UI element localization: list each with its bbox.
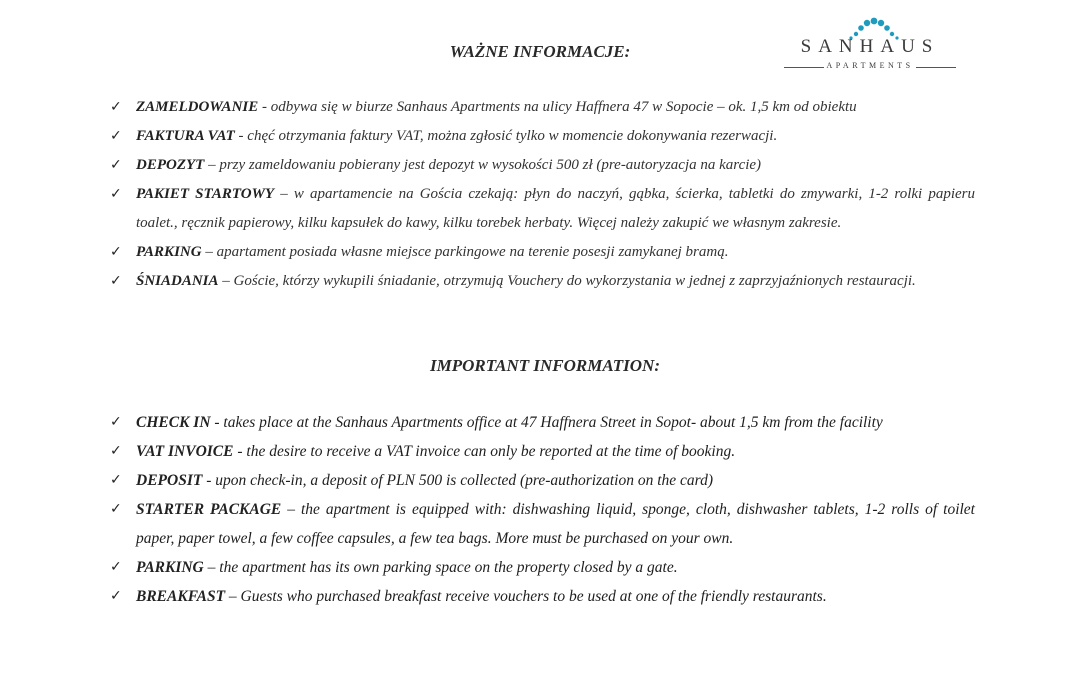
item-text: – the apartment is equipped with: dishwashing liquid, sponge, cloth, dishwasher tablets, 1-2 rolls of toilet paper, paper towel, a few coffee capsules, a few tea bags. More must be purchased on your own. <box>136 501 975 547</box>
list-item <box>110 582 975 611</box>
list-item <box>110 408 975 437</box>
item-text: – the apartment has its own parking space on the property closed by a gate. <box>203 559 678 576</box>
list-item <box>110 93 975 122</box>
heading-english: IMPORTANT INFORMATION: <box>429 356 660 375</box>
list-item <box>110 151 975 180</box>
heading-polish: WAŻNE INFORMACJE: <box>449 42 631 61</box>
item-text: - the desire to receive a VAT invoice can only be reported at the time of booking. <box>233 443 736 460</box>
list-item <box>110 553 975 582</box>
list-item <box>110 495 975 553</box>
logo-dot <box>871 18 878 25</box>
logo-dot <box>858 25 864 31</box>
item-term: ZAMELDOWANIE <box>136 99 259 115</box>
check-icon: ✓ <box>110 244 122 260</box>
list-polish <box>110 93 975 296</box>
list-item <box>110 238 975 267</box>
list-item <box>110 437 975 466</box>
check-icon: ✓ <box>110 99 122 115</box>
check-icon: ✓ <box>110 472 122 488</box>
check-icon: ✓ <box>110 414 122 430</box>
item-text: - takes place at the Sanhaus Apartments office at 47 Haffnera Street in Sopot- about 1,5 km from the facility <box>210 414 883 431</box>
list-item <box>110 466 975 495</box>
item-term: PARKING <box>136 559 204 576</box>
check-icon: ✓ <box>110 128 122 144</box>
item-text: – przy zameldowaniu pobierany jest depozyt w wysokości 500 zł (pre-autoryzacja na karcie) <box>204 157 762 173</box>
item-text: - upon check-in, a deposit of PLN 500 is collected (pre-authorization on the card) <box>202 472 714 489</box>
check-icon: ✓ <box>110 186 122 202</box>
list-english <box>110 408 975 611</box>
check-icon: ✓ <box>110 273 122 289</box>
item-text: - odbywa się w biurze Sanhaus Apartments na ulicy Haffnera 47 w Sopocie – ok. 1,5 km od obiektu <box>258 99 857 115</box>
list-item <box>110 180 975 238</box>
logo-dot <box>864 20 870 26</box>
item-term: PARKING <box>136 244 202 260</box>
logo-subtitle: APARTMENTS <box>826 61 914 70</box>
logo-dot <box>884 25 890 31</box>
item-term: DEPOSIT <box>136 472 203 489</box>
item-term: PAKIET STARTOWY <box>136 186 275 202</box>
item-text: – apartament posiada własne miejsce parkingowe na terenie posesji zamykanej bramą. <box>201 244 729 260</box>
check-icon: ✓ <box>110 157 122 173</box>
item-term: FAKTURA VAT <box>136 128 235 144</box>
check-icon: ✓ <box>110 559 122 575</box>
item-text: – Guests who purchased breakfast receive vouchers to be used at one of the friendly restaurants. <box>225 588 827 605</box>
check-icon: ✓ <box>110 588 122 604</box>
item-term: BREAKFAST <box>136 588 226 605</box>
item-text: – w apartamencie na Gościa czekają: płyn do naczyń, gąbka, ścierka, tabletki do zmywarki, 1-2 rolki papieru toalet., ręcznik papierowy, kilku kapsułek do kawy, kilku torebek herbaty. Więcej należy zakupić we własnym zakresie. <box>136 186 975 231</box>
item-term: CHECK IN <box>136 414 211 431</box>
logo-name: SANHAUS <box>800 36 940 57</box>
logo-rule-right <box>916 67 956 68</box>
list-item <box>110 122 975 151</box>
logo-dot <box>878 20 884 26</box>
item-term: ŚNIADANIA <box>136 273 219 289</box>
item-term: DEPOZYT <box>136 157 205 173</box>
check-icon: ✓ <box>110 443 122 459</box>
item-text: - chęć otrzymania faktury VAT, można zgłosić tylko w momencie dokonywania rezerwacji. <box>234 128 778 144</box>
item-term: STARTER PACKAGE <box>136 501 282 518</box>
list-item <box>110 267 975 296</box>
check-icon: ✓ <box>110 501 122 517</box>
item-term: VAT INVOICE <box>136 443 234 460</box>
sanhaus-logo <box>782 14 958 68</box>
item-text: – Goście, którzy wykupili śniadanie, otrzymują Vouchery do wykorzystania w jednej z zaprzyjaźnionych restauracji. <box>218 273 916 289</box>
